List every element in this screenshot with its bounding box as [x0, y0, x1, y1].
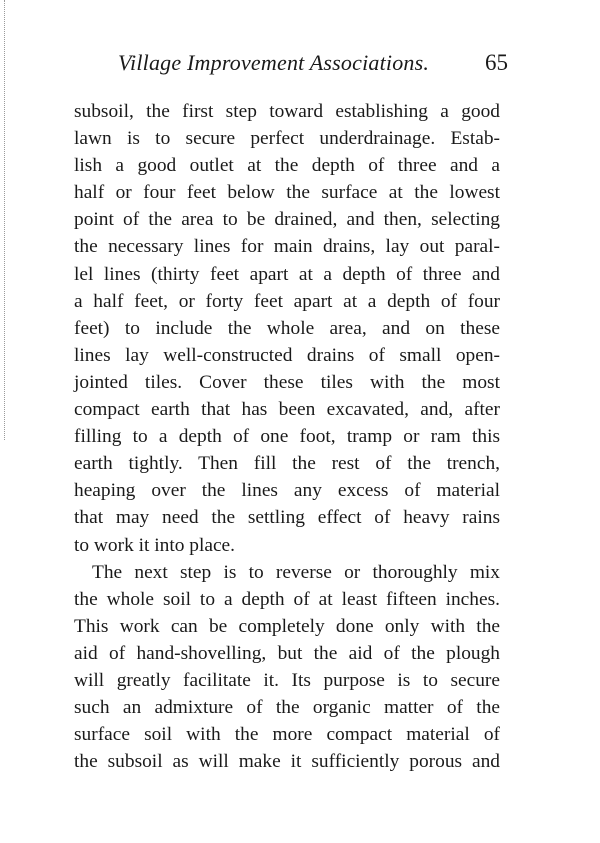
text-line: filling to a depth of one foot, tramp or ram this: [74, 426, 500, 448]
paragraph-2: [74, 559, 500, 776]
running-title: Village Improvement Associations.: [118, 50, 430, 75]
text-line: surface soil with the more compact material of: [74, 724, 500, 746]
text-line: earth tightly. Then fill the rest of the trench,: [74, 453, 500, 475]
running-head: [118, 50, 508, 84]
text-line: will greatly facilitate it. Its purpose is to secure: [74, 669, 500, 691]
page-number: 65: [485, 50, 508, 75]
text-line: the necessary lines for main drains, lay out paral-: [74, 236, 500, 258]
text-line: aid of hand-shovelling, but the aid of the plough: [74, 642, 500, 664]
text-line: such an admixture of the organic matter of the: [74, 697, 500, 719]
paragraph-1: [74, 98, 500, 559]
text-line: lawn is to secure perfect underdrainage. Estab-: [74, 128, 500, 150]
text-line: heaping over the lines any excess of material: [74, 480, 500, 502]
text-line: subsoil, the first step toward establishing a good: [74, 101, 500, 122]
text-line: that may need the settling effect of heavy rains: [74, 507, 500, 529]
body-text: [74, 98, 500, 775]
text-line: compact earth that has been excavated, and, after: [74, 399, 500, 421]
text-line: feet) to include the whole area, and on these: [74, 317, 500, 339]
text-line: lish a good outlet at the depth of three and a: [74, 155, 500, 177]
text-line: to work it into place.: [74, 534, 236, 556]
text-line: jointed tiles. Cover these tiles with the most: [74, 371, 500, 393]
text-line: lel lines (thirty feet apart at a depth of three and: [74, 263, 500, 285]
text-line: The next step is to reverse or thoroughly mix: [92, 561, 500, 583]
text-line: point of the area to be drained, and then, selecting: [74, 209, 500, 231]
binding-edge: [4, 0, 5, 440]
text-line: half or four feet below the surface at the lowest: [74, 182, 500, 204]
text-line: the subsoil as will make it sufficiently porous and: [74, 751, 500, 773]
text-line: the whole soil to a depth of at least fifteen inches.: [74, 588, 500, 610]
text-line: lines lay well-constructed drains of small open-: [74, 344, 500, 366]
text-line: a half feet, or forty feet apart at a depth of four: [74, 290, 500, 312]
text-line: This work can be completely done only with the: [74, 615, 500, 637]
